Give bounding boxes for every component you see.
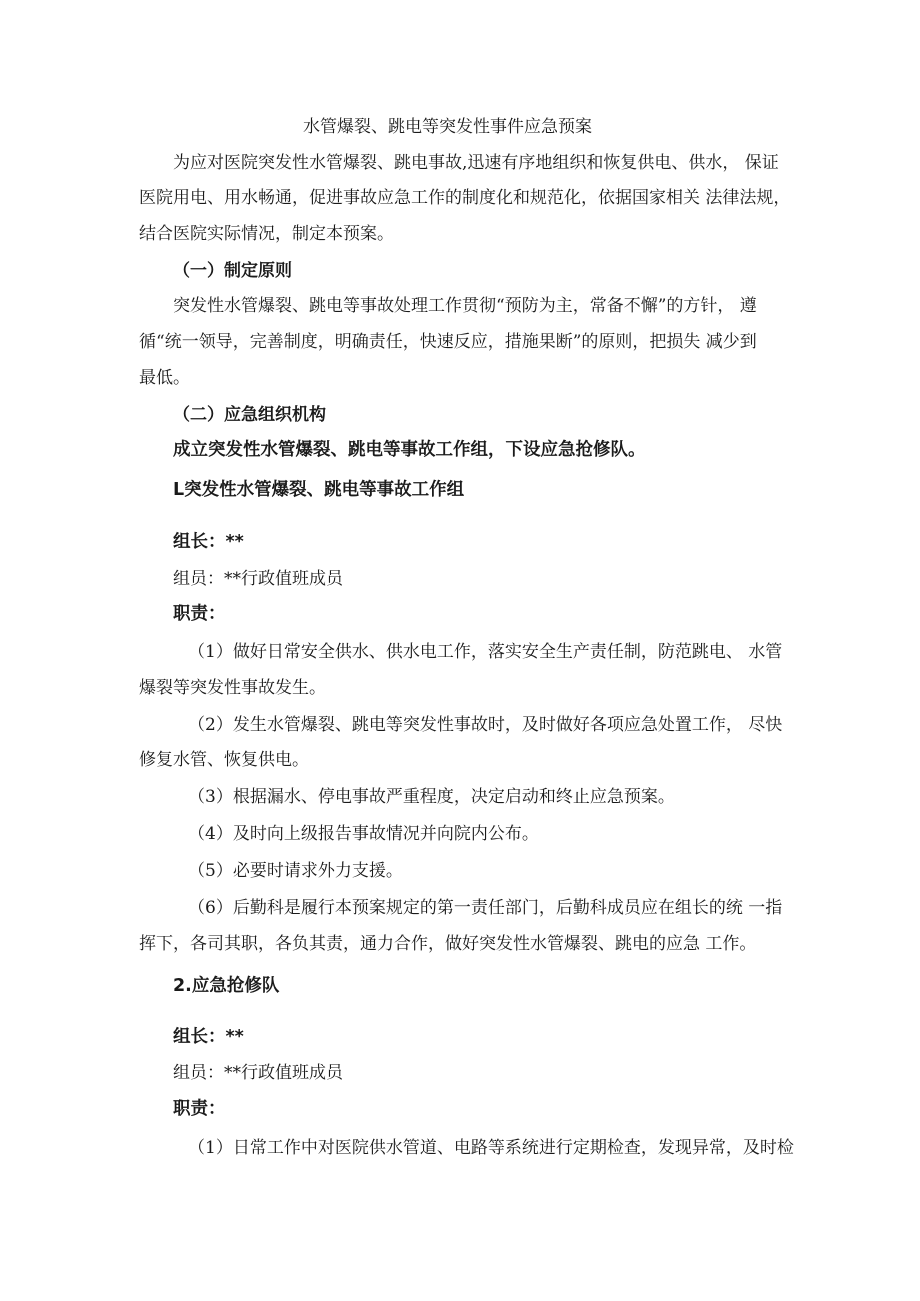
principles-line-1: 突发性水管爆裂、跳电等事故处理工作贯彻“预防为主，常备不懈”的方针， 遵 <box>173 296 757 316</box>
group1-heading: L突发性水管爆裂、跳电等事故工作组 <box>173 480 465 500</box>
group1-duty-6-line-2: 挥下，各司其职，各负其责，通力合作，做好突发性水管爆裂、跳电的应急 工作。 <box>139 934 757 954</box>
intro-line-3: 结合医院实际情况，制定本预案。 <box>139 224 394 244</box>
group1-duty-2-line-1: （2）发生水管爆裂、跳电等突发性事故时，及时做好各项应急处置工作， 尽快 <box>188 715 783 735</box>
group1-duty-2-line-2: 修复水管、恢复供电。 <box>139 750 309 770</box>
group1-duty-1-line-2: 爆裂等突发性事故发生。 <box>139 678 326 698</box>
group2-members: 组员：**行政值班成员 <box>173 1063 343 1083</box>
group1-duty-5: （5）必要时请求外力支援。 <box>188 861 403 881</box>
group1-duties-label: 职责： <box>173 604 226 624</box>
intro-line-2: 医院用电、用水畅通，促进事故应急工作的制度化和规范化，依据国家相关 法律法规， <box>139 188 791 208</box>
group2-leader: 组长：** <box>173 1027 244 1047</box>
group1-duty-1-line-1: （1）做好日常安全供水、供水电工作，落实安全生产责任制，防范跳电、 水管 <box>188 642 783 662</box>
section-heading-organization: （二）应急组织机构 <box>173 405 326 425</box>
principles-line-2: 循“统一领导，完善制度，明确责任，快速反应，措施果断”的原则，把损失 减少到 <box>139 332 757 352</box>
group1-duty-3: （3）根据漏水、停电事故严重程度，决定启动和终止应急预案。 <box>188 787 675 807</box>
section-heading-principles: （一）制定原则 <box>173 261 292 281</box>
group1-leader: 组长：** <box>173 532 244 552</box>
group1-members: 组员：**行政值班成员 <box>173 569 343 589</box>
group1-duty-6-line-1: （6）后勤科是履行本预案规定的第一责任部门，后勤科成员应在组长的统 一指 <box>188 898 783 918</box>
group2-heading: 2.应急抢修队 <box>173 976 280 996</box>
group2-duties-label: 职责： <box>173 1099 226 1119</box>
document-title: 水管爆裂、跳电等突发性事件应急预案 <box>303 117 592 137</box>
group2-duty-1-line-1: （1）日常工作中对医院供水管道、电路等系统进行定期检查，发现异常，及时检 <box>188 1138 794 1158</box>
principles-line-3: 最低。 <box>139 368 190 388</box>
group1-duty-4: （4）及时向上级报告事故情况并向院内公布。 <box>188 824 539 844</box>
organization-summary: 成立突发性水管爆裂、跳电等事故工作组，下设应急抢修队。 <box>173 440 646 460</box>
intro-line-1: 为应对医院突发性水管爆裂、跳电事故,迅速有序地组织和恢复供电、供水， 保证 <box>173 153 779 173</box>
